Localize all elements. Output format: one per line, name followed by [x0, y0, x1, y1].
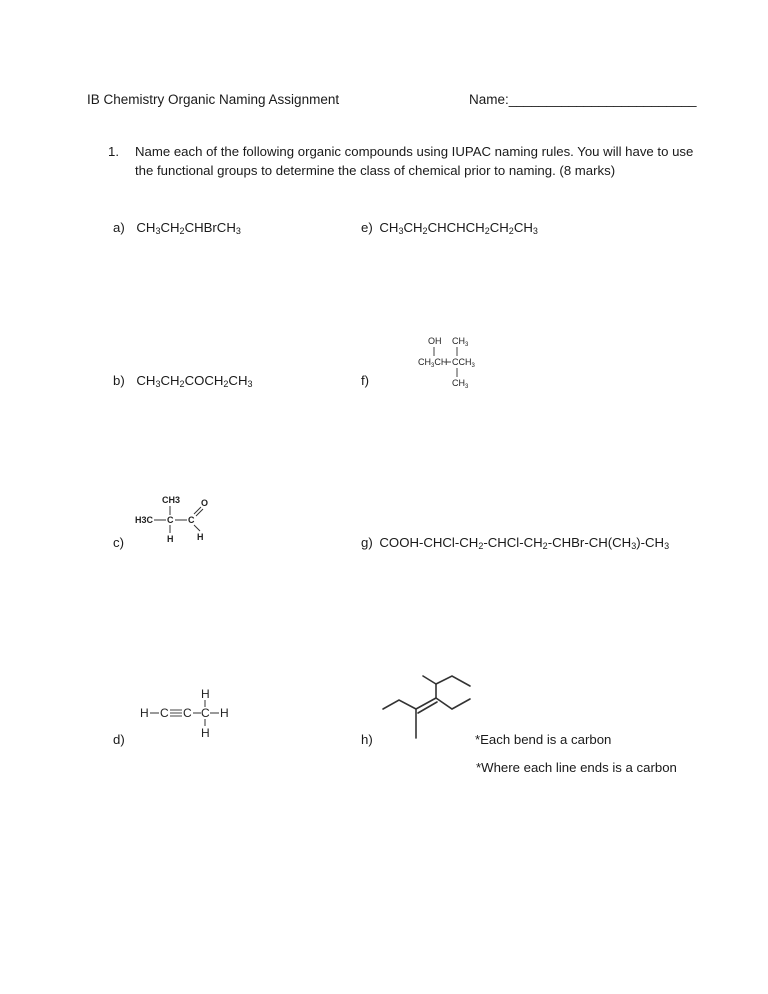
question-text-line2: the functional groups to determine the class of chemical prior to naming. (8 marks) — [135, 163, 616, 178]
name-label: Name: — [469, 92, 509, 107]
svg-text:H: H — [140, 706, 149, 720]
item-d-label: d) — [113, 732, 125, 747]
item-e-label: e) — [361, 220, 373, 235]
item-f-label: f) — [361, 373, 370, 388]
question-text-line1: Name each of the following organic compounds using IUPAC naming rules. You will have to use — [135, 144, 694, 159]
item-h-note-1: *Each bend is a carbon — [475, 732, 612, 747]
name-blank: _________________________ — [508, 92, 697, 107]
svg-text:CH3: CH3 — [162, 495, 181, 505]
item-a-label: a) — [113, 220, 125, 235]
assignment-title: IB Chemistry Organic Naming Assignment — [87, 92, 340, 107]
svg-text:CCH3: $CCH_3$ — [452, 357, 475, 369]
svg-text:C: C — [183, 706, 192, 720]
svg-text:H: H — [197, 532, 204, 542]
svg-text:CH3: $CH_3$ — [452, 378, 469, 390]
item-g-formula: COOH-$CHCl-CH_2-CHCl-CH_2-CHBr-CH(CH_3)-CH_3$ — [379, 535, 670, 551]
svg-text:H: H — [167, 534, 174, 544]
question-number: 1. — [108, 144, 119, 159]
svg-text:H: H — [201, 687, 210, 701]
svg-text:H3C: H3C — [135, 515, 154, 525]
svg-text:C: C — [167, 515, 174, 525]
svg-text:OH: OH — [428, 336, 442, 346]
svg-text:H: H — [220, 706, 229, 720]
item-b-label: b) — [113, 373, 125, 388]
svg-text:C: C — [201, 706, 210, 720]
item-c-label: c) — [113, 535, 124, 550]
svg-text:CH3: $CH_3$ — [452, 336, 469, 348]
svg-text:C: C — [160, 706, 169, 720]
svg-text:O: O — [201, 498, 209, 508]
svg-text:H: H — [201, 726, 210, 740]
svg-text:C: C — [188, 515, 195, 525]
svg-text:CH3CH: $CH_3CH$ — [418, 357, 448, 369]
item-b-formula: $CH_3CH_2COCH_2CH_3$ — [136, 373, 253, 389]
item-e-formula: $CH_3CH_2CHCHCH_2CH_2CH_3$ — [379, 220, 538, 236]
item-h-note-2: *Where each line ends is a carbon — [476, 760, 677, 775]
item-a-formula: $CH_3CH_2CHBrCH_3$ — [136, 220, 241, 236]
item-g-label: g) — [361, 535, 373, 550]
item-h-label: h) — [361, 732, 373, 747]
